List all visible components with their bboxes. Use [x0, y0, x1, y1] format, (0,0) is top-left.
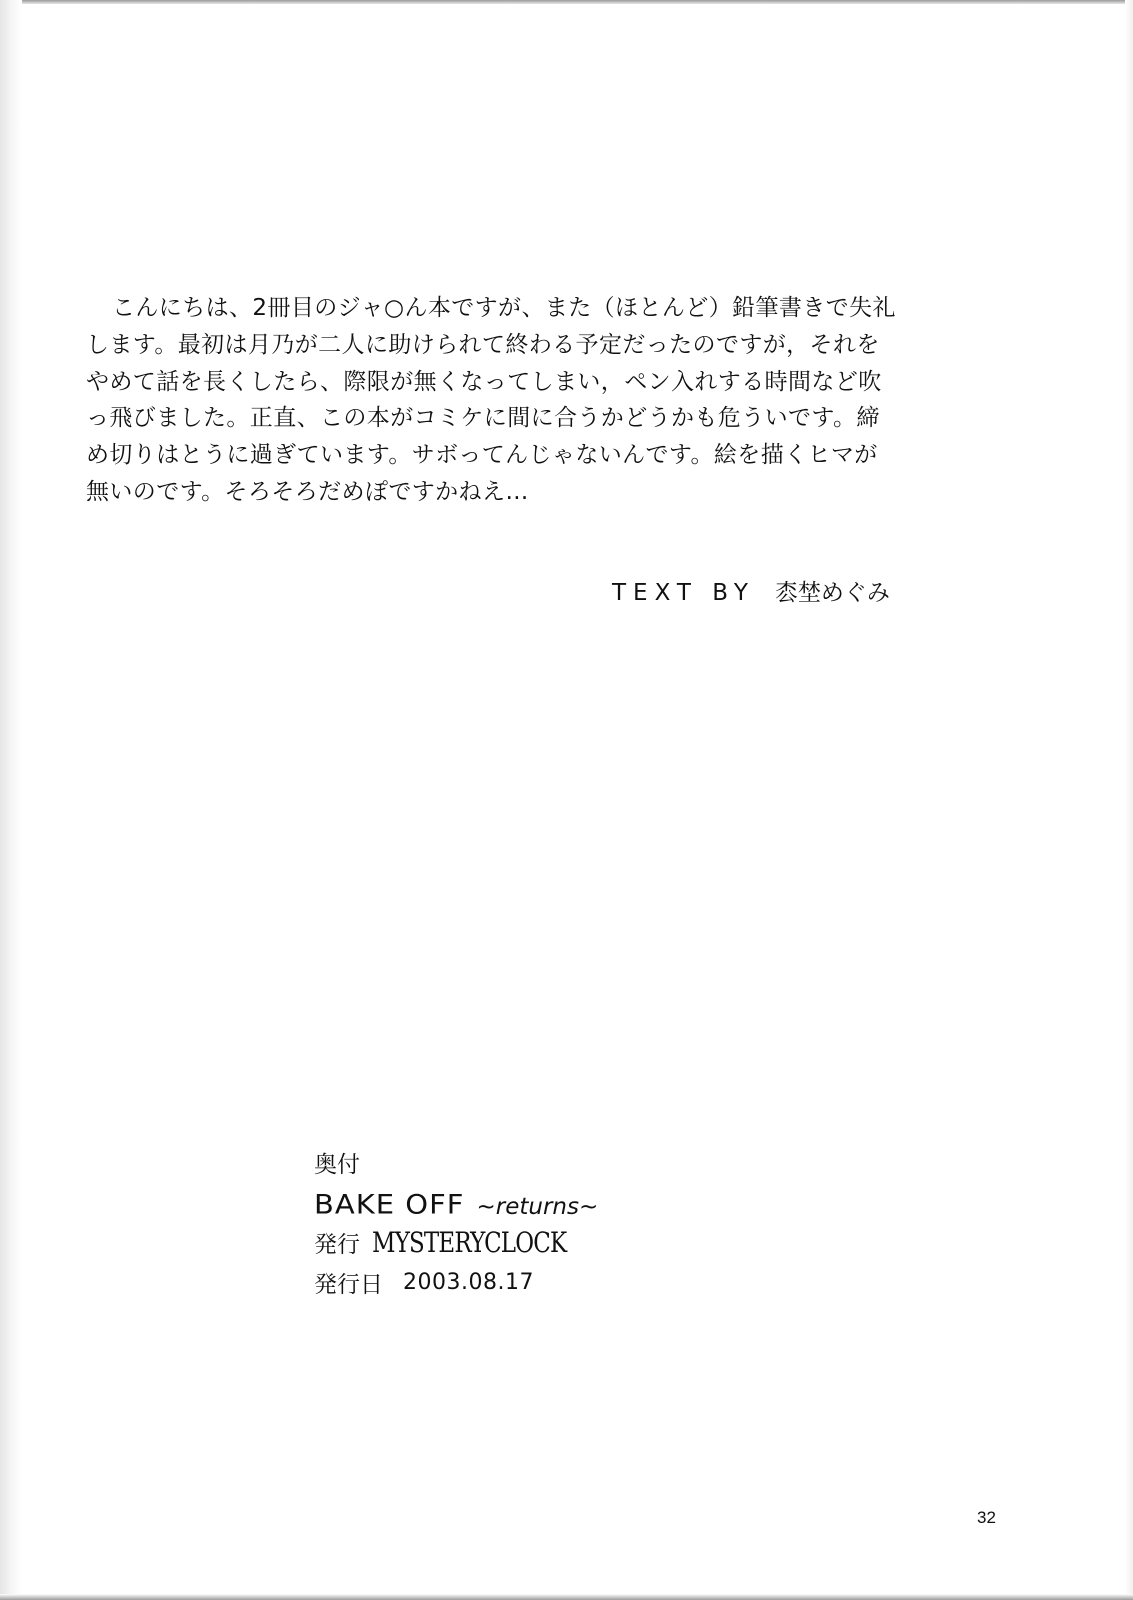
colophon-title-row [314, 1178, 814, 1220]
credit-label: TEXT BY [612, 580, 755, 606]
afterword-line: 無いのです。そろそろだめぽですかねえ… [86, 478, 529, 505]
publisher-name: MYSTERYCLOCK [372, 1225, 567, 1259]
colophon-heading: 奥付 [314, 1152, 360, 1178]
credit-author: 枩埜めぐみ [774, 580, 890, 606]
colophon-publisher-row [314, 1220, 814, 1264]
colophon-date-row [314, 1264, 814, 1300]
text-credit [612, 574, 890, 607]
colophon [314, 1146, 814, 1300]
page-edge-bottom [0, 1594, 1133, 1600]
afterword-line: します。最初は月乃が二人に助けられて終わる予定だったのですが，それを [86, 331, 880, 358]
afterword-line: っ飛びました。正直、この本がコミケに間に合うかどうかも危ういです。締 [86, 405, 880, 432]
afterword-line: やめて話を長くしたら、際限が無くなってしまい，ペン入れする時間など吹 [86, 368, 882, 395]
afterword-line: こんにちは、2冊目のジャ○ん本ですが、また（ほとんど）鉛筆書きで失礼 [112, 295, 896, 321]
page-edge-top [0, 0, 1133, 4]
page-edge-left [0, 0, 22, 1600]
book-title: BAKE OFF [314, 1188, 465, 1220]
afterword-text [86, 290, 986, 511]
page-edge-right [1125, 0, 1133, 1600]
publish-date: 2003.08.17 [403, 1269, 534, 1295]
page-number: 32 [977, 1508, 996, 1527]
afterword-line: め切りはとうに過ぎています。サボってんじゃないんです。絵を描くヒマが [86, 442, 878, 469]
publisher-label: 発行 [314, 1231, 360, 1258]
date-label: 発行日 [314, 1271, 383, 1298]
book-subtitle: ~returns~ [476, 1194, 599, 1220]
